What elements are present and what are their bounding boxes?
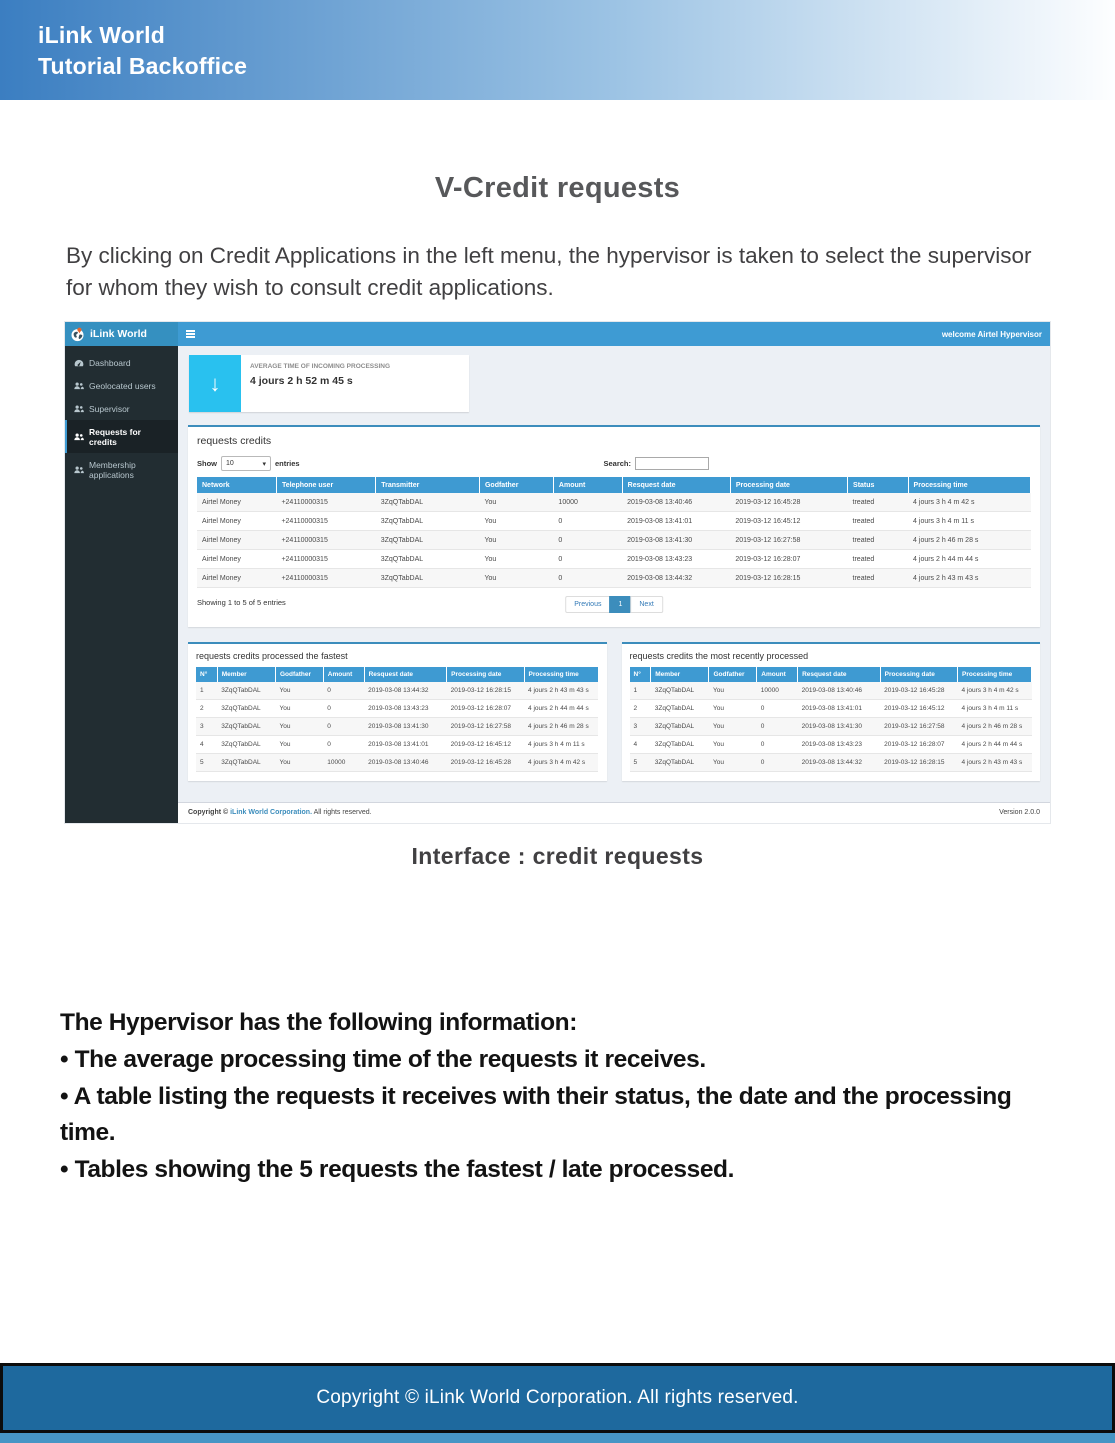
intro-paragraph: By clicking on Credit Applications in the left menu, the hypervisor is taken to select the supervisor for whom they wish to consult credit applications.: [66, 243, 1032, 301]
table-cell: 4: [196, 736, 217, 754]
table-cell: 5: [196, 754, 217, 772]
table-cell: You: [709, 700, 757, 718]
app-navbar: [178, 322, 1050, 346]
table-cell: 4 jours 2 h 46 m 28 s: [524, 718, 598, 736]
show-label: Show: [197, 459, 217, 468]
table-cell: treated: [848, 531, 909, 550]
backoffice-screenshot: [65, 322, 1050, 823]
column-header[interactable]: Network: [197, 477, 276, 493]
table-cell: 0: [757, 700, 798, 718]
sidebar-item-label: Membership applications: [89, 459, 136, 480]
table-cell: 3ZqQTabDAL: [651, 718, 709, 736]
table-cell: 4 jours 3 h 4 m 11 s: [908, 512, 1030, 531]
table-cell: 4 jours 2 h 46 m 28 s: [958, 718, 1032, 736]
table-cell: You: [275, 718, 323, 736]
screenshot-caption: Interface : credit requests: [411, 843, 704, 869]
table-cell: You: [709, 718, 757, 736]
pagination: [565, 596, 663, 613]
users-icon: [74, 405, 84, 413]
table-cell: 3ZqQTabDAL: [376, 512, 480, 531]
table-footer: [197, 596, 1031, 618]
table-cell: Airtel Money: [197, 512, 276, 531]
users-icon: [74, 433, 84, 441]
sidebar-item-label: Supervisor: [89, 403, 130, 414]
table-cell: 3ZqQTabDAL: [376, 493, 480, 512]
panel-title: requests credits processed the fastest: [196, 651, 348, 661]
table-cell: You: [275, 682, 323, 700]
table-cell: 4 jours 2 h 46 m 28 s: [908, 531, 1030, 550]
panel-title: requests credits: [197, 435, 272, 447]
app-main-content: [178, 346, 1050, 823]
table-cell: 3ZqQTabDAL: [651, 700, 709, 718]
table-cell: 3ZqQTabDAL: [376, 531, 480, 550]
table-row: [197, 531, 1031, 550]
sidebar-item-label: Geolocated users: [89, 380, 156, 391]
previous-page-button[interactable]: Previous: [565, 596, 610, 613]
next-page-button[interactable]: Next: [630, 596, 662, 613]
table-header-row: [197, 477, 1031, 493]
column-header[interactable]: Resquest date: [622, 477, 730, 493]
table-cell: You: [275, 736, 323, 754]
table-row: [196, 718, 598, 736]
down-arrow-icon: ↓: [189, 355, 241, 412]
table-cell: 4 jours 2 h 44 m 44 s: [524, 700, 598, 718]
table-cell: 4 jours 2 h 43 m 43 s: [524, 682, 598, 700]
page-title: V-Credit requests: [434, 172, 681, 204]
table-cell: You: [275, 700, 323, 718]
table-cell: 5: [630, 754, 651, 772]
table-cell: 2019-03-12 16:45:28: [447, 754, 524, 772]
users-icon: [74, 382, 84, 390]
info-heading: The Hypervisor has the following information:: [60, 1009, 577, 1036]
table-cell: You: [479, 569, 553, 588]
document-header: [0, 0, 1115, 100]
table-controls: [197, 456, 1031, 471]
table-cell: You: [479, 512, 553, 531]
table-cell: 3ZqQTabDAL: [651, 754, 709, 772]
table-cell: You: [479, 550, 553, 569]
table-cell: 2: [630, 700, 651, 718]
table-cell: 3: [630, 718, 651, 736]
column-header[interactable]: N°: [196, 667, 217, 682]
app-body: [65, 346, 1050, 823]
table-cell: 2019-03-12 16:45:12: [730, 512, 847, 531]
column-header[interactable]: Godfather: [479, 477, 553, 493]
table-cell: 10000: [323, 754, 364, 772]
sidebar-item-dashboard[interactable]: [65, 351, 178, 374]
entries-select-value: 10: [226, 460, 234, 467]
company-link[interactable]: iLink World Corporation.: [230, 809, 313, 816]
table-cell: 2019-03-08 13:44:32: [622, 569, 730, 588]
table-cell: 0: [757, 718, 798, 736]
document-footer: [0, 1363, 1115, 1433]
stat-value: 4 jours 2 h 52 m 45 s: [250, 375, 353, 387]
table-row: [197, 512, 1031, 531]
table-cell: 2019-03-08 13:41:30: [364, 718, 447, 736]
table-cell: 0: [553, 531, 622, 550]
column-header[interactable]: Amount: [757, 667, 798, 682]
table-cell: 2019-03-08 13:41:30: [798, 718, 881, 736]
copyright-suffix: All rights reserved.: [312, 809, 372, 816]
sidebar-item-membership-applications[interactable]: [65, 453, 178, 486]
dashboard-icon: [74, 359, 84, 367]
table-cell: 2019-03-12 16:27:58: [880, 718, 957, 736]
table-cell: 0: [323, 682, 364, 700]
table-cell: 0: [323, 736, 364, 754]
table-row: [196, 700, 598, 718]
table-row: [630, 700, 1032, 718]
table-cell: 2019-03-12 16:27:58: [447, 718, 524, 736]
table-cell: 3ZqQTabDAL: [651, 736, 709, 754]
table-cell: 2019-03-08 13:43:23: [622, 550, 730, 569]
table-cell: 0: [323, 700, 364, 718]
column-header[interactable]: Resquest date: [798, 667, 881, 682]
sidebar-item-supervisor[interactable]: [65, 397, 178, 420]
table-cell: 2019-03-08 13:41:01: [622, 512, 730, 531]
table-cell: 2019-03-12 16:28:07: [730, 550, 847, 569]
chevron-down-icon: ▾: [262, 460, 266, 468]
app-footer: [178, 802, 1050, 823]
entries-label: entries: [275, 459, 300, 468]
table-cell: +24110000315: [276, 550, 375, 569]
table-cell: 2019-03-12 16:45:28: [730, 493, 847, 512]
column-header[interactable]: Godfather: [709, 667, 757, 682]
table-cell: 2019-03-08 13:41:01: [798, 700, 881, 718]
table-cell: 3ZqQTabDAL: [376, 550, 480, 569]
table-cell: 4 jours 3 h 4 m 42 s: [958, 682, 1032, 700]
table-cell: 0: [323, 718, 364, 736]
table-cell: 4: [630, 736, 651, 754]
table-cell: 3ZqQTabDAL: [376, 569, 480, 588]
app-sidebar: [65, 346, 178, 823]
showing-entries-label: Showing 1 to 5 of 5 entries: [197, 598, 286, 607]
table-cell: 2019-03-12 16:28:15: [730, 569, 847, 588]
table-row: [630, 718, 1032, 736]
entries-select[interactable]: [221, 456, 271, 471]
table-row: [197, 493, 1031, 512]
table-cell: 4 jours 2 h 44 m 44 s: [908, 550, 1030, 569]
table-cell: 10000: [757, 682, 798, 700]
hamburger-menu-icon[interactable]: [186, 330, 195, 338]
table-cell: 2019-03-08 13:40:46: [798, 682, 881, 700]
table-cell: Airtel Money: [197, 531, 276, 550]
table-cell: 10000: [553, 493, 622, 512]
column-header[interactable]: Processing time: [524, 667, 598, 682]
table-cell: 3ZqQTabDAL: [217, 700, 275, 718]
column-header[interactable]: Processing time: [958, 667, 1032, 682]
table-cell: 2019-03-08 13:43:23: [364, 700, 447, 718]
column-header[interactable]: N°: [630, 667, 651, 682]
table-cell: 2019-03-12 16:28:07: [447, 700, 524, 718]
table-row: [197, 569, 1031, 588]
table-cell: +24110000315: [276, 512, 375, 531]
table-cell: 3: [196, 718, 217, 736]
table-cell: 1: [196, 682, 217, 700]
table-cell: 2019-03-08 13:41:30: [622, 531, 730, 550]
fastest-processed-panel: [188, 642, 607, 781]
table-cell: +24110000315: [276, 531, 375, 550]
table-cell: 2019-03-12 16:45:12: [880, 700, 957, 718]
table-row: [630, 736, 1032, 754]
column-header[interactable]: Processing time: [908, 477, 1030, 493]
table-cell: +24110000315: [276, 493, 375, 512]
table-cell: 2019-03-08 13:43:23: [798, 736, 881, 754]
requests-credits-panel: [188, 425, 1040, 627]
table-cell: 4 jours 2 h 44 m 44 s: [958, 736, 1032, 754]
table-cell: treated: [848, 569, 909, 588]
table-cell: 4 jours 3 h 4 m 11 s: [958, 700, 1032, 718]
app-brand-label: iLink World: [90, 328, 147, 340]
column-header[interactable]: Member: [217, 667, 275, 682]
table-cell: You: [709, 682, 757, 700]
table-cell: 3ZqQTabDAL: [651, 682, 709, 700]
document-footer-text: Copyright © iLink World Corporation. All rights reserved.: [316, 1387, 799, 1408]
table-cell: 2019-03-12 16:28:15: [447, 682, 524, 700]
info-bullet: • The average processing time of the requests it receives.: [60, 1045, 706, 1073]
column-header[interactable]: Processing date: [880, 667, 957, 682]
table-cell: 1: [630, 682, 651, 700]
table-cell: 0: [553, 512, 622, 531]
table-cell: You: [709, 736, 757, 754]
table-cell: +24110000315: [276, 569, 375, 588]
table-cell: 2019-03-08 13:44:32: [798, 754, 881, 772]
table-cell: Airtel Money: [197, 569, 276, 588]
table-cell: 4 jours 2 h 43 m 43 s: [908, 569, 1030, 588]
column-header[interactable]: Amount: [323, 667, 364, 682]
requests-credits-table: [197, 477, 1031, 588]
table-cell: 4 jours 3 h 4 m 42 s: [908, 493, 1030, 512]
table-row: [196, 682, 598, 700]
table-cell: 2019-03-12 16:45:28: [880, 682, 957, 700]
table-cell: 0: [553, 550, 622, 569]
page-1-button[interactable]: 1: [609, 596, 631, 613]
column-header[interactable]: Telephone user: [276, 477, 375, 493]
sidebar-item-label: Dashboard: [89, 357, 131, 368]
table-header-row: [196, 667, 598, 682]
info-bullet: • A table listing the requests it receives with their status, the date and the processing time.: [60, 1082, 1012, 1147]
table-row: [196, 736, 598, 754]
table-row: [196, 754, 598, 772]
column-header[interactable]: Status: [848, 477, 909, 493]
table-header-row: [630, 667, 1032, 682]
table-cell: 3ZqQTabDAL: [217, 754, 275, 772]
table-cell: 2019-03-12 16:45:12: [447, 736, 524, 754]
table-row: [630, 754, 1032, 772]
fastest-processed-table: [196, 667, 599, 772]
panel-title: requests credits the most recently processed: [629, 651, 809, 661]
column-header[interactable]: Transmitter: [376, 477, 480, 493]
sidebar-item-geolocated-users[interactable]: [65, 374, 178, 397]
column-header[interactable]: Processing date: [730, 477, 847, 493]
app-copyright: [188, 809, 372, 816]
table-cell: 2019-03-08 13:44:32: [364, 682, 447, 700]
table-cell: 0: [553, 569, 622, 588]
column-header[interactable]: Godfather: [275, 667, 323, 682]
ilink-logo-icon: [70, 327, 85, 342]
table-cell: 2019-03-12 16:27:58: [730, 531, 847, 550]
table-cell: 2: [196, 700, 217, 718]
document-header-line1: iLink World: [38, 22, 165, 48]
table-cell: 4 jours 3 h 4 m 42 s: [524, 754, 598, 772]
search-label: Search:: [603, 459, 631, 468]
welcome-user-label[interactable]: welcome Airtel Hypervisor: [941, 329, 1042, 339]
table-cell: 2019-03-12 16:28:07: [880, 736, 957, 754]
recently-processed-table: [630, 667, 1033, 772]
stat-label: AVERAGE TIME OF INCOMING PROCESSING: [250, 363, 391, 370]
table-cell: 0: [757, 736, 798, 754]
column-header[interactable]: Resquest date: [364, 667, 447, 682]
info-text-block: [60, 1005, 1070, 1189]
table-cell: treated: [848, 493, 909, 512]
app-brand[interactable]: [65, 322, 178, 346]
column-header[interactable]: Processing date: [447, 667, 524, 682]
table-row: [197, 550, 1031, 569]
sidebar-item-requests-for-credits[interactable]: [65, 420, 178, 453]
table-cell: treated: [848, 550, 909, 569]
search-input[interactable]: [635, 457, 709, 470]
average-time-card: [189, 355, 469, 412]
app-topbar: [65, 322, 1050, 346]
table-cell: 2019-03-08 13:41:01: [364, 736, 447, 754]
table-cell: You: [709, 754, 757, 772]
app-version-label: Version 2.0.0: [999, 809, 1040, 816]
table-cell: 3ZqQTabDAL: [217, 718, 275, 736]
table-cell: 4 jours 2 h 43 m 43 s: [958, 754, 1032, 772]
copyright-prefix: Copyright ©: [188, 809, 231, 816]
table-row: [630, 682, 1032, 700]
table-cell: 2019-03-12 16:28:15: [880, 754, 957, 772]
sidebar-item-label: Requests for credits: [89, 426, 141, 447]
table-cell: Airtel Money: [197, 493, 276, 512]
recently-processed-panel: [622, 642, 1041, 781]
table-cell: treated: [848, 512, 909, 531]
table-cell: 2019-03-08 13:40:46: [364, 754, 447, 772]
document-footer-strip: [0, 1433, 1115, 1443]
table-cell: 4 jours 3 h 4 m 11 s: [524, 736, 598, 754]
column-header[interactable]: Member: [651, 667, 709, 682]
table-cell: 0: [757, 754, 798, 772]
table-cell: 3ZqQTabDAL: [217, 736, 275, 754]
column-header[interactable]: Amount: [553, 477, 622, 493]
table-cell: 3ZqQTabDAL: [217, 682, 275, 700]
table-cell: You: [275, 754, 323, 772]
table-cell: You: [479, 493, 553, 512]
bottom-panels-row: [188, 642, 1040, 781]
table-cell: You: [479, 531, 553, 550]
table-cell: Airtel Money: [197, 550, 276, 569]
document-header-line2: Tutorial Backoffice: [38, 52, 248, 79]
info-bullet: • Tables showing the 5 requests the fastest / late processed.: [60, 1156, 735, 1183]
table-cell: 2019-03-08 13:40:46: [622, 493, 730, 512]
users-icon: [74, 466, 84, 474]
